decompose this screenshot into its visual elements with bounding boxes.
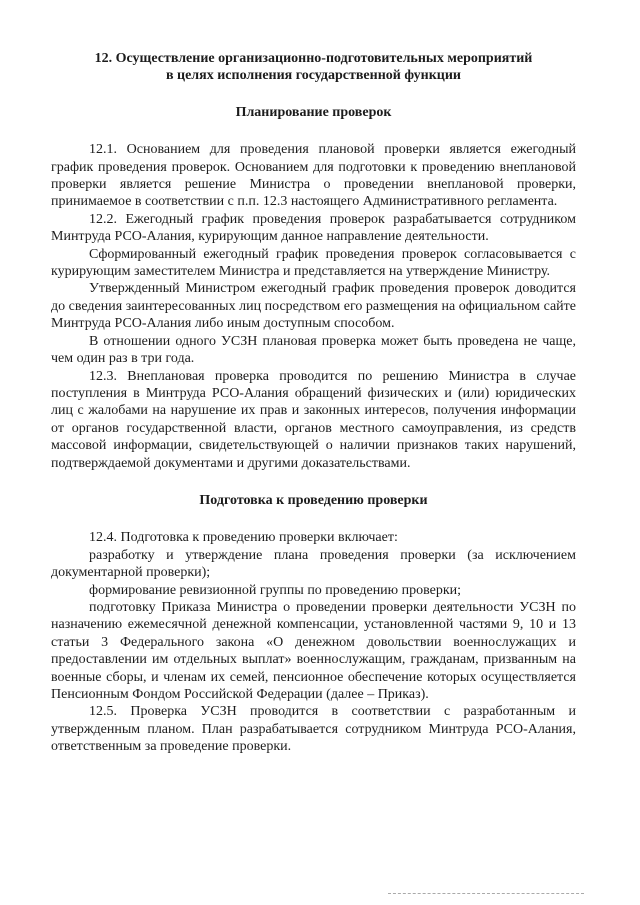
paragraph-12-1: 12.1. Основанием для проведения плановой проверки является ежегодный график проведения проверок. Основанием для подготовки к проведению внеплановой проверки является решение Министра о проведении внеплановой проверки, принимаемое в соответствии с п.п. 12.3 настоящего Административного регламента. bbox=[51, 142, 576, 210]
paragraph-schedule-publication: Утвержденный Министром ежегодный график проведения проверок доводится до сведения заинтересованных лиц посредством его размещения на официальном сайте Минтруда РСО-Алания либо иным доступным способом. bbox=[51, 281, 576, 332]
section-title-line-1: 12. Осуществление организационно-подготовительных мероприятий bbox=[94, 51, 533, 66]
document-page bbox=[51, 50, 576, 756]
subsection-title-preparation: Подготовка к проведению проверки bbox=[199, 492, 428, 508]
footer-separator-line bbox=[388, 893, 584, 894]
list-item-audit-group: формирование ревизионной группы по проведению проверки; bbox=[89, 582, 462, 598]
paragraph-12-3: 12.3. Внеплановая проверка проводится по решению Министра в случае поступления в Минтруда РСО-Алания обращений физических и (или) юридических лиц с жалобами на нарушение их прав и законных интересов, получения информации от органов государственной власти, органов местного самоуправления, из средств массовой информации, свидетельствующей о наличии признаков таких нарушений, подтверждаемой документами и другими доказательствами. bbox=[51, 368, 576, 471]
paragraph-12-5: 12.5. Проверка УСЗН проводится в соответствии с разработанным и утвержденным планом. План разрабатывается сотрудником Минтруда РСО-Алания, ответственным за проведение проверки. bbox=[51, 704, 576, 755]
paragraph-schedule-approval: Сформированный ежегодный график проведения проверок согласовывается с курирующим заместителем Министра и представляется на утверждение Министру. bbox=[51, 246, 576, 280]
paragraph-12-2: 12.2. Ежегодный график проведения проверок разрабатывается сотрудником Минтруда РСО-Алания, курирующим данное направление деятельности. bbox=[51, 211, 576, 245]
subsection-title-planning: Планирование проверок bbox=[235, 104, 392, 120]
list-item-order-preparation: подготовку Приказа Министра о проведении проверки деятельности УСЗН по назначению ежемесячной денежной компенсации, установленной частями 9, 10 и 13 статьи 3 Федерального закона «О денежном довольствии военнослужащих и предоставлении им отдельных выплат» военнослужащим, гражданам, призванным на военные сборы, и членам их семей, пенсионное обеспечение которых осуществляется Пенсионным Фондом Российской Федерации (далее – Приказ). bbox=[51, 599, 576, 702]
paragraph-inspection-frequency: В отношении одного УСЗН плановая проверка может быть проведена не чаще, чем один раз в три года. bbox=[51, 333, 576, 367]
paragraph-12-4: 12.4. Подготовка к проведению проверки включает: bbox=[89, 530, 398, 546]
section-title-line-2: в целях исполнения государственной функции bbox=[165, 68, 462, 84]
list-item-plan-development: разработку и утверждение плана проведения проверки (за исключением документарной проверки); bbox=[51, 547, 576, 581]
